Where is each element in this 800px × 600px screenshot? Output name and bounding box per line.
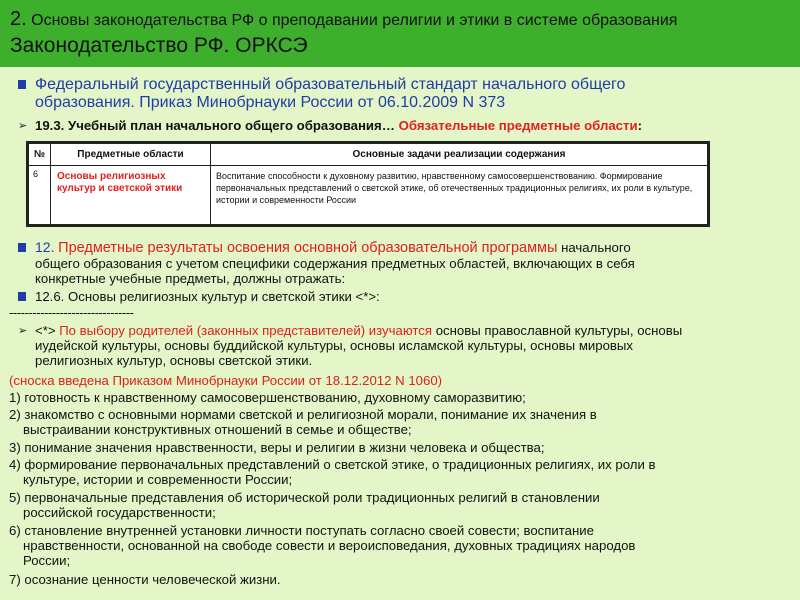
header-area: Предметные области	[51, 144, 211, 166]
plan-text	[35, 118, 784, 133]
item-4-line-1: 4) формирование первоначальных представлений о светской этике, о традиционных религиях, их роли в	[9, 457, 656, 472]
item-6-line-2: нравственности, основанной на свободе совести и вероисповедания, духовных традициях народов	[23, 538, 636, 553]
title-bar	[0, 0, 800, 67]
subject-areas-table	[26, 141, 710, 227]
row-num: 6	[29, 166, 51, 225]
page-title	[10, 8, 677, 31]
row-tasks: Воспитание способности к духовному развитию, нравственному самосовершенствованию. Формирование первоначальных представлений о светской этике, об отечественных традиционных религиях, их роли в культуре, истории и современности России	[211, 166, 708, 225]
table-header-row	[29, 144, 708, 166]
results-line-3: конкретные учебные предметы, должны отражать:	[35, 271, 346, 286]
title-text: Основы законодательства РФ о преподавании религии и этики в системе образования	[31, 12, 678, 29]
item-3-line-1: 3) понимание значения нравственности, веры и религии в жизни человека и общества;	[9, 440, 545, 455]
standard-line-2: образования. Приказ Минобрнауки России от 06.10.2009 N 373	[35, 94, 506, 111]
item-2-line-1: 2) знакомство с основными нормами светской и религиозной морали, понимание их значения в	[9, 407, 597, 422]
item-5-line-1: 5) первоначальные представления об исторической роли традиционных религий в становлении	[9, 490, 600, 505]
square-bullet-icon	[18, 243, 26, 252]
header-num: №	[29, 144, 51, 166]
header-tasks: Основные задачи реализации содержания	[211, 144, 708, 166]
title-number: 2.	[10, 8, 27, 30]
divider-dashes: --------------------------------	[9, 305, 134, 320]
list-item	[9, 572, 792, 587]
footnote-note: (сноска введена Приказом Минобрнауки России от 18.12.2012 N 1060)	[9, 373, 443, 388]
arrow-bullet-icon: ➢	[18, 325, 28, 337]
page-subtitle: Законодательство РФ. ОРКСЭ	[10, 34, 308, 57]
item-2-line-2: выстраивании конструктивных отношений в семье и обществе;	[23, 422, 412, 437]
footnote-highlight: По выбору родителей (законных представителей) изучаются	[59, 323, 433, 338]
section-126-text: 12.6. Основы религиозных культур и светской этики <*>:	[35, 289, 380, 304]
list-item	[9, 457, 792, 487]
item-4-line-2: культуре, истории и современности России;	[23, 472, 293, 487]
item-1-line-1: 1) готовность к нравственному самосовершенствованию, духовному саморазвитию;	[9, 390, 526, 405]
standard-line-1: Федеральный государственный образовательный стандарт начального общего	[35, 76, 626, 93]
footnote-line-2: иудейской культуры, основы буддийской культуры, основы исламской культуры, основы мировых	[35, 338, 633, 353]
item-6-line-3: России;	[23, 553, 71, 568]
item-6-line-1: 6) становление внутренней установки личности поступать согласно своей совести; воспитание	[9, 523, 594, 538]
row-area: Основы религиозных культур и светской этики	[51, 166, 211, 225]
plan-suffix: :	[637, 118, 642, 133]
footnote-rest: основы православной культуры, основы	[432, 323, 683, 338]
footnote-line-1	[35, 323, 784, 338]
item-7-line-1: 7) осознание ценности человеческой жизни.	[9, 572, 281, 587]
results-line-1	[35, 240, 784, 256]
square-bullet-icon	[18, 292, 26, 301]
list-item	[9, 440, 792, 455]
list-item	[9, 523, 792, 568]
results-number: 12.	[35, 239, 55, 255]
plan-prefix: 19.3. Учебный план начального общего образования…	[35, 118, 395, 133]
results-line-2: общего образования с учетом специфики содержания предметных областей, включающих в себя	[35, 256, 635, 271]
table-row	[29, 166, 708, 225]
square-bullet-icon	[18, 80, 26, 89]
list-item	[9, 490, 792, 520]
results-rest: начального	[557, 240, 631, 255]
list-item	[9, 390, 792, 405]
footnote-prefix: <*>	[35, 323, 60, 338]
results-highlight: Предметные результаты освоения основной образовательной программы	[58, 240, 558, 256]
plan-highlight: Обязательные предметные области	[398, 118, 638, 133]
item-5-line-2: российской государственности;	[23, 505, 216, 520]
list-item	[9, 407, 792, 437]
footnote-line-3: религиозных культур, основы светской этики.	[35, 353, 313, 368]
arrow-bullet-icon: ➢	[18, 120, 28, 132]
